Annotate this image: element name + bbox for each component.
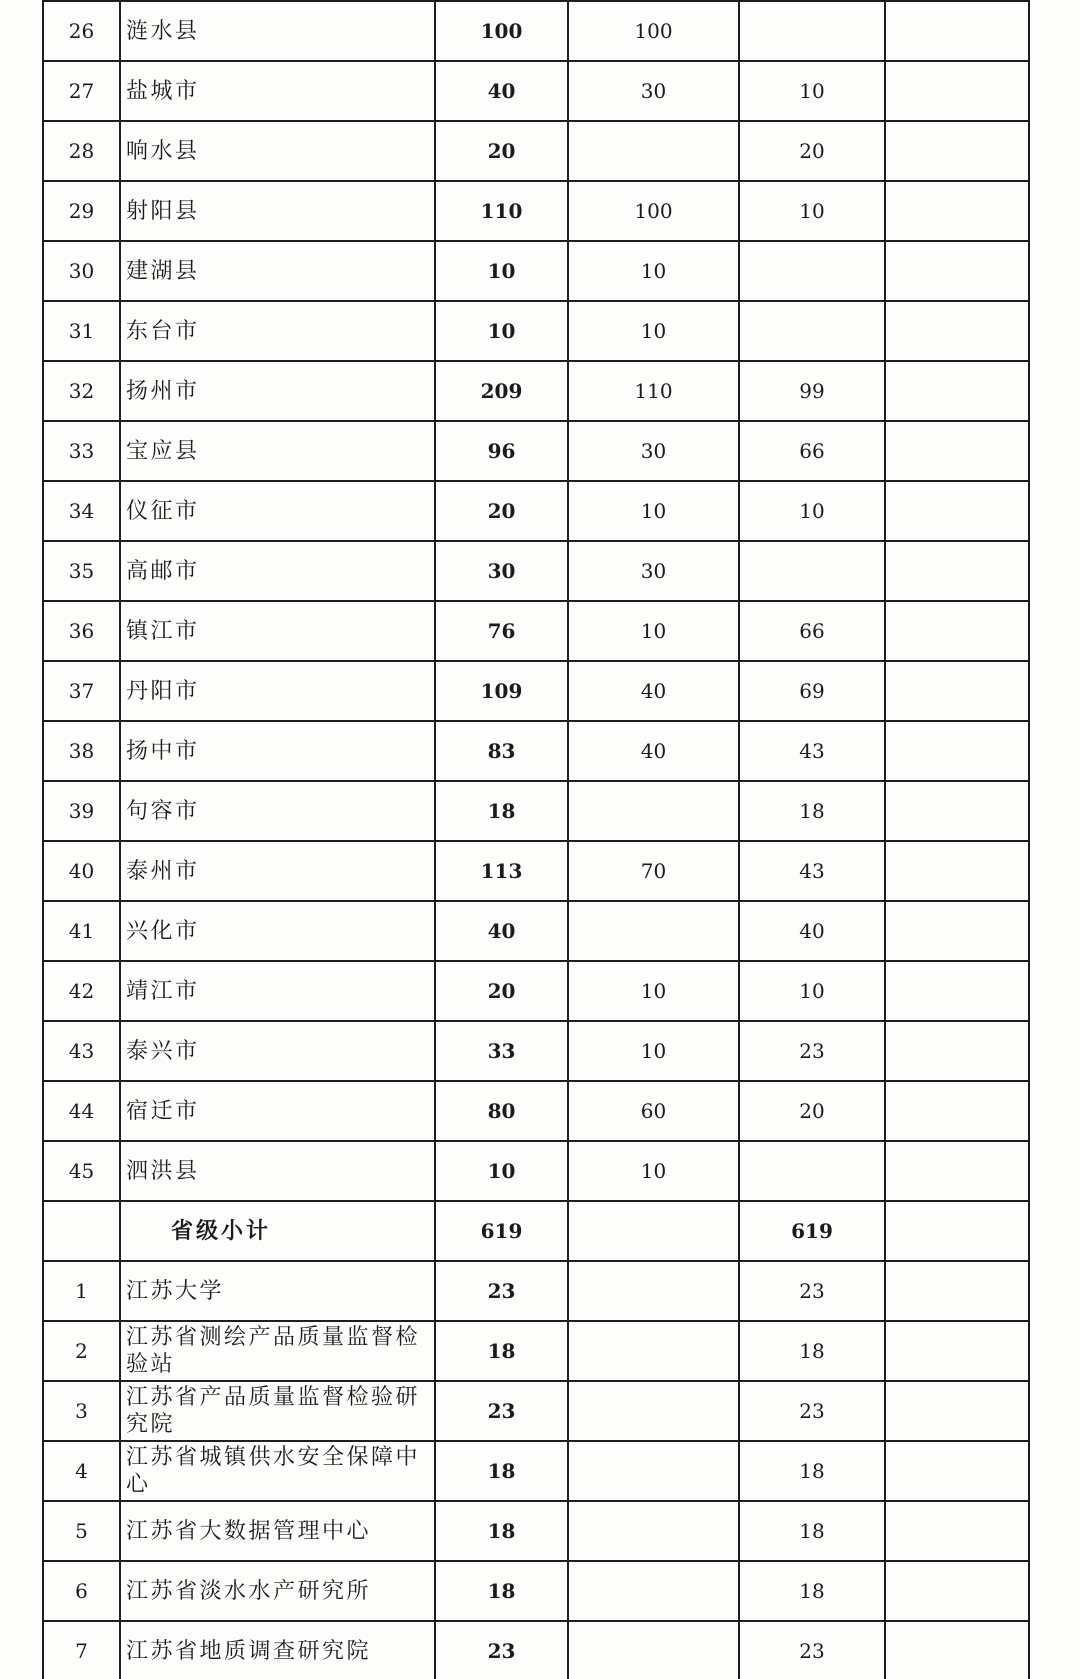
table-row — [43, 481, 1029, 541]
table-row — [43, 1021, 1029, 1081]
row-number-cell: 35 — [43, 541, 120, 601]
name-cell: 宝应县 — [120, 421, 435, 481]
row-number-cell: 33 — [43, 421, 120, 481]
column-3-cell: 10 — [568, 1141, 739, 1201]
table-row — [43, 121, 1029, 181]
column-5-cell — [885, 121, 1029, 181]
column-3-cell — [568, 121, 739, 181]
column-3-cell: 10 — [568, 301, 739, 361]
total-cell: 80 — [435, 1081, 568, 1141]
column-4-cell: 18 — [739, 1321, 885, 1381]
table-row — [43, 721, 1029, 781]
column-3-cell — [568, 1501, 739, 1561]
column-3-cell — [568, 1561, 739, 1621]
table-row — [43, 1621, 1029, 1679]
name-cell: 高邮市 — [120, 541, 435, 601]
column-5-cell — [885, 421, 1029, 481]
column-5-cell — [885, 1081, 1029, 1141]
column-5-cell — [885, 661, 1029, 721]
row-number-cell: 4 — [43, 1441, 120, 1501]
row-number-cell: 2 — [43, 1321, 120, 1381]
name-cell: 宿迁市 — [120, 1081, 435, 1141]
column-5-cell — [885, 301, 1029, 361]
row-number-cell: 31 — [43, 301, 120, 361]
name-cell: 省级小计 — [120, 1201, 435, 1261]
column-4-cell: 23 — [739, 1381, 885, 1441]
table-row — [43, 1561, 1029, 1621]
row-number-cell: 6 — [43, 1561, 120, 1621]
row-number-cell: 36 — [43, 601, 120, 661]
column-4-cell — [739, 241, 885, 301]
column-3-cell: 100 — [568, 181, 739, 241]
table-row — [43, 361, 1029, 421]
column-4-cell: 20 — [739, 121, 885, 181]
table-row — [43, 1321, 1029, 1381]
column-3-cell — [568, 1201, 739, 1261]
column-4-cell: 10 — [739, 61, 885, 121]
table-row — [43, 901, 1029, 961]
table-row — [43, 1501, 1029, 1561]
column-5-cell — [885, 1261, 1029, 1321]
row-number-cell: 40 — [43, 841, 120, 901]
column-4-cell: 66 — [739, 601, 885, 661]
name-cell: 盐城市 — [120, 61, 435, 121]
name-cell: 江苏省测绘产品质量监督检验站 — [120, 1321, 435, 1381]
column-5-cell — [885, 1201, 1029, 1261]
column-4-cell: 43 — [739, 721, 885, 781]
total-cell: 18 — [435, 781, 568, 841]
column-4-cell: 40 — [739, 901, 885, 961]
column-4-cell: 18 — [739, 1561, 885, 1621]
subtotal-row — [43, 1201, 1029, 1261]
column-5-cell — [885, 1321, 1029, 1381]
total-cell: 83 — [435, 721, 568, 781]
table-row — [43, 661, 1029, 721]
column-5-cell — [885, 1561, 1029, 1621]
table-row — [43, 61, 1029, 121]
column-4-cell: 43 — [739, 841, 885, 901]
column-5-cell — [885, 181, 1029, 241]
column-5-cell — [885, 1501, 1029, 1561]
column-3-cell: 10 — [568, 1021, 739, 1081]
column-4-cell: 10 — [739, 481, 885, 541]
total-cell: 209 — [435, 361, 568, 421]
row-number-cell: 39 — [43, 781, 120, 841]
table-row — [43, 781, 1029, 841]
total-cell: 20 — [435, 961, 568, 1021]
column-3-cell: 10 — [568, 961, 739, 1021]
table-row — [43, 181, 1029, 241]
column-5-cell — [885, 541, 1029, 601]
total-cell: 23 — [435, 1261, 568, 1321]
name-cell: 江苏省大数据管理中心 — [120, 1501, 435, 1561]
column-4-cell: 18 — [739, 781, 885, 841]
column-3-cell: 30 — [568, 61, 739, 121]
table-row — [43, 1, 1029, 61]
table-row — [43, 841, 1029, 901]
column-3-cell: 60 — [568, 1081, 739, 1141]
column-3-cell — [568, 1381, 739, 1441]
name-cell: 丹阳市 — [120, 661, 435, 721]
column-4-cell: 10 — [739, 961, 885, 1021]
column-4-cell — [739, 301, 885, 361]
column-3-cell: 30 — [568, 421, 739, 481]
name-cell: 江苏省地质调查研究院 — [120, 1621, 435, 1679]
table-row — [43, 301, 1029, 361]
column-4-cell: 23 — [739, 1621, 885, 1679]
table-body — [43, 1, 1029, 1679]
column-3-cell — [568, 1321, 739, 1381]
table-row — [43, 1141, 1029, 1201]
row-number-cell: 42 — [43, 961, 120, 1021]
column-5-cell — [885, 361, 1029, 421]
column-5-cell — [885, 1021, 1029, 1081]
row-number-cell: 5 — [43, 1501, 120, 1561]
total-cell: 10 — [435, 1141, 568, 1201]
name-cell: 靖江市 — [120, 961, 435, 1021]
total-cell: 30 — [435, 541, 568, 601]
row-number-cell: 26 — [43, 1, 120, 61]
column-3-cell — [568, 1261, 739, 1321]
column-4-cell: 69 — [739, 661, 885, 721]
column-5-cell — [885, 1621, 1029, 1679]
name-cell: 射阳县 — [120, 181, 435, 241]
total-cell: 10 — [435, 241, 568, 301]
column-5-cell — [885, 901, 1029, 961]
total-cell: 18 — [435, 1321, 568, 1381]
column-4-cell: 23 — [739, 1021, 885, 1081]
total-cell: 96 — [435, 421, 568, 481]
column-3-cell: 110 — [568, 361, 739, 421]
column-5-cell — [885, 781, 1029, 841]
column-4-cell — [739, 1, 885, 61]
column-5-cell — [885, 1141, 1029, 1201]
table-row — [43, 601, 1029, 661]
column-3-cell: 100 — [568, 1, 739, 61]
name-cell: 镇江市 — [120, 601, 435, 661]
row-number-cell: 32 — [43, 361, 120, 421]
column-4-cell — [739, 1141, 885, 1201]
row-number-cell: 34 — [43, 481, 120, 541]
name-cell: 泗洪县 — [120, 1141, 435, 1201]
table-row — [43, 241, 1029, 301]
row-number-cell: 28 — [43, 121, 120, 181]
name-cell: 江苏大学 — [120, 1261, 435, 1321]
table-row — [43, 1261, 1029, 1321]
name-cell: 江苏省淡水水产研究所 — [120, 1561, 435, 1621]
table-row — [43, 1081, 1029, 1141]
column-3-cell: 10 — [568, 481, 739, 541]
table-row — [43, 1381, 1029, 1441]
total-cell: 109 — [435, 661, 568, 721]
total-cell: 619 — [435, 1201, 568, 1261]
column-3-cell: 40 — [568, 661, 739, 721]
name-cell: 江苏省产品质量监督检验研究院 — [120, 1381, 435, 1441]
column-4-cell: 18 — [739, 1441, 885, 1501]
row-number-cell: 1 — [43, 1261, 120, 1321]
total-cell: 110 — [435, 181, 568, 241]
row-number-cell: 30 — [43, 241, 120, 301]
name-cell: 江苏省城镇供水安全保障中心 — [120, 1441, 435, 1501]
total-cell: 18 — [435, 1561, 568, 1621]
table-row — [43, 1441, 1029, 1501]
column-5-cell — [885, 1441, 1029, 1501]
column-5-cell — [885, 481, 1029, 541]
row-number-cell: 38 — [43, 721, 120, 781]
total-cell: 100 — [435, 1, 568, 61]
row-number-cell: 44 — [43, 1081, 120, 1141]
allocation-table — [42, 0, 1030, 1679]
total-cell: 18 — [435, 1441, 568, 1501]
total-cell: 20 — [435, 121, 568, 181]
column-5-cell — [885, 1, 1029, 61]
total-cell: 76 — [435, 601, 568, 661]
total-cell: 40 — [435, 61, 568, 121]
name-cell: 涟水县 — [120, 1, 435, 61]
column-5-cell — [885, 241, 1029, 301]
row-number-cell: 27 — [43, 61, 120, 121]
name-cell: 扬州市 — [120, 361, 435, 421]
column-5-cell — [885, 721, 1029, 781]
column-3-cell: 40 — [568, 721, 739, 781]
column-4-cell: 619 — [739, 1201, 885, 1261]
name-cell: 泰兴市 — [120, 1021, 435, 1081]
column-3-cell: 10 — [568, 601, 739, 661]
column-3-cell: 10 — [568, 241, 739, 301]
row-number-cell: 37 — [43, 661, 120, 721]
total-cell: 23 — [435, 1621, 568, 1679]
name-cell: 东台市 — [120, 301, 435, 361]
column-4-cell: 23 — [739, 1261, 885, 1321]
total-cell: 18 — [435, 1501, 568, 1561]
column-3-cell: 70 — [568, 841, 739, 901]
column-3-cell — [568, 1621, 739, 1679]
total-cell: 10 — [435, 301, 568, 361]
column-4-cell: 10 — [739, 181, 885, 241]
row-number-cell: 41 — [43, 901, 120, 961]
table-row — [43, 961, 1029, 1021]
row-number-cell: 43 — [43, 1021, 120, 1081]
column-5-cell — [885, 841, 1029, 901]
column-4-cell: 20 — [739, 1081, 885, 1141]
row-number-cell — [43, 1201, 120, 1261]
total-cell: 113 — [435, 841, 568, 901]
total-cell: 40 — [435, 901, 568, 961]
name-cell: 响水县 — [120, 121, 435, 181]
name-cell: 建湖县 — [120, 241, 435, 301]
row-number-cell: 29 — [43, 181, 120, 241]
column-5-cell — [885, 961, 1029, 1021]
column-5-cell — [885, 601, 1029, 661]
column-3-cell — [568, 901, 739, 961]
column-4-cell — [739, 541, 885, 601]
name-cell: 句容市 — [120, 781, 435, 841]
row-number-cell: 7 — [43, 1621, 120, 1679]
column-3-cell: 30 — [568, 541, 739, 601]
column-3-cell — [568, 1441, 739, 1501]
name-cell: 泰州市 — [120, 841, 435, 901]
column-4-cell: 18 — [739, 1501, 885, 1561]
total-cell: 33 — [435, 1021, 568, 1081]
row-number-cell: 45 — [43, 1141, 120, 1201]
name-cell: 扬中市 — [120, 721, 435, 781]
name-cell: 兴化市 — [120, 901, 435, 961]
total-cell: 23 — [435, 1381, 568, 1441]
column-4-cell: 66 — [739, 421, 885, 481]
column-4-cell: 99 — [739, 361, 885, 421]
column-3-cell — [568, 781, 739, 841]
row-number-cell: 3 — [43, 1381, 120, 1441]
total-cell: 20 — [435, 481, 568, 541]
name-cell: 仪征市 — [120, 481, 435, 541]
column-5-cell — [885, 1381, 1029, 1441]
table-row — [43, 421, 1029, 481]
column-5-cell — [885, 61, 1029, 121]
table-row — [43, 541, 1029, 601]
